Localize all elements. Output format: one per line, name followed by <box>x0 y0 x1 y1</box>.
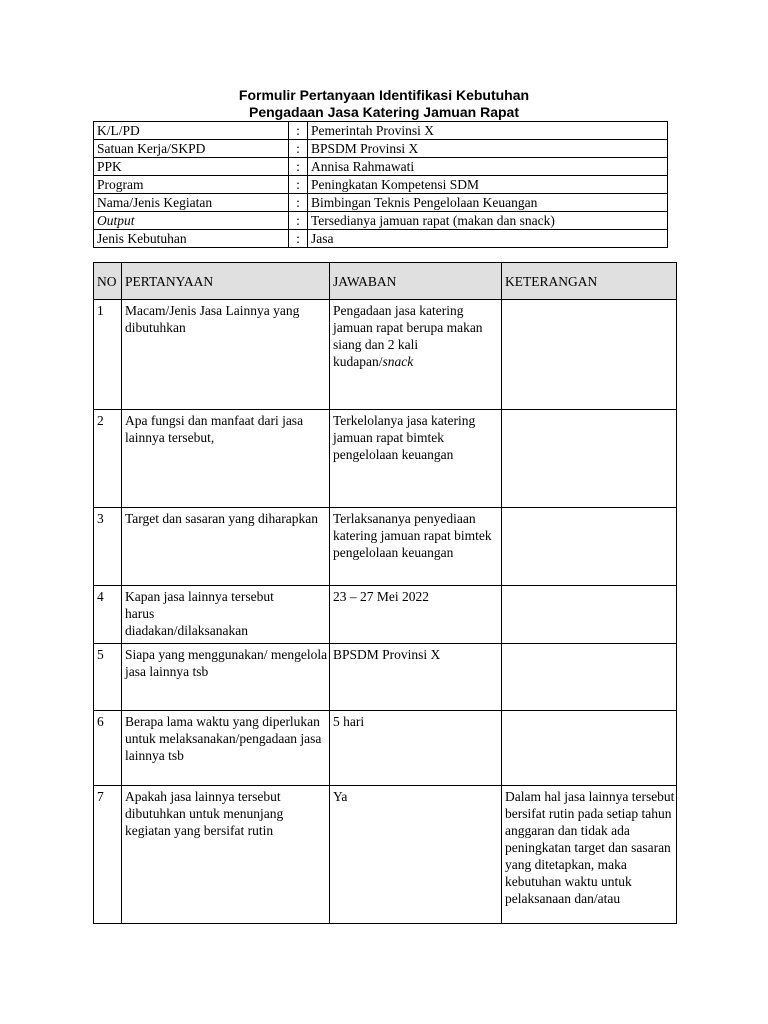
info-colon: : <box>289 140 308 158</box>
row-question: Target dan sasaran yang diharapkan <box>122 508 330 586</box>
info-row <box>94 230 668 248</box>
row-note <box>502 711 677 786</box>
row-number: 6 <box>94 711 122 786</box>
row-answer-italic: snack <box>382 354 414 369</box>
header-no: NO <box>94 263 122 300</box>
row-answer: Ya <box>330 786 502 924</box>
row-question: Macam/Jenis Jasa Lainnya yang dibutuhkan <box>122 300 330 410</box>
row-answer-text: Pengadaan jasa katering jamuan rapat berupa makan siang dan 2 kali kudapan/ <box>333 303 483 369</box>
header-keterangan: KETERANGAN <box>502 263 677 300</box>
table-row <box>94 586 677 644</box>
info-colon: : <box>289 158 308 176</box>
info-label: Program <box>94 176 289 194</box>
info-value: BPSDM Provinsi X <box>308 140 668 158</box>
form-title-line-2: Pengadaan Jasa Katering Jamuan Rapat <box>249 104 519 120</box>
row-note: Dalam hal jasa lainnya tersebut bersifat rutin pada setiap tahun anggaran dan tidak ada peningkatan target dan sasaran yang ditetapkan, maka kebutuhan waktu untuk pelaksanaan dan/atau <box>502 786 677 924</box>
row-question-line: Kapan jasa lainnya tersebut <box>125 589 274 604</box>
row-answer <box>330 300 502 410</box>
info-value: Annisa Rahmawati <box>308 158 668 176</box>
table-row <box>94 786 677 924</box>
info-colon: : <box>289 176 308 194</box>
question-table <box>93 262 677 924</box>
header-jawaban: JAWABAN <box>330 263 502 300</box>
info-colon: : <box>289 212 308 230</box>
info-colon: : <box>289 230 308 248</box>
row-answer: 5 hari <box>330 711 502 786</box>
info-value: Bimbingan Teknis Pengelolaan Keuangan <box>308 194 668 212</box>
info-colon: : <box>289 122 308 140</box>
info-value: Jasa <box>308 230 668 248</box>
row-number: 1 <box>94 300 122 410</box>
info-row <box>94 122 668 140</box>
row-answer: Terkelolanya jasa katering jamuan rapat bimtek pengelolaan keuangan <box>330 410 502 508</box>
info-value: Tersedianya jamuan rapat (makan dan snack) <box>308 212 668 230</box>
info-row <box>94 212 668 230</box>
row-note <box>502 300 677 410</box>
table-header-row <box>94 263 677 300</box>
table-row <box>94 300 677 410</box>
row-answer: 23 – 27 Mei 2022 <box>330 586 502 644</box>
info-row <box>94 176 668 194</box>
row-question <box>122 586 330 644</box>
info-value: Peningkatan Kompetensi SDM <box>308 176 668 194</box>
row-answer: Terlaksananya penyediaan katering jamuan rapat bimtek pengelolaan keuangan <box>330 508 502 586</box>
info-row <box>94 158 668 176</box>
info-label: Nama/Jenis Kegiatan <box>94 194 289 212</box>
info-label: Jenis Kebutuhan <box>94 230 289 248</box>
row-note <box>502 410 677 508</box>
row-number: 5 <box>94 644 122 711</box>
row-number: 4 <box>94 586 122 644</box>
row-number: 3 <box>94 508 122 586</box>
row-question: Apakah jasa lainnya tersebut dibutuhkan untuk menunjang kegiatan yang bersifat rutin <box>122 786 330 924</box>
info-label: PPK <box>94 158 289 176</box>
header-pertanyaan: PERTANYAAN <box>122 263 330 300</box>
table-row <box>94 410 677 508</box>
form-title-line-1: Formulir Pertanyaan Identifikasi Kebutuhan <box>238 87 530 103</box>
row-question: Apa fungsi dan manfaat dari jasa lainnya tersebut, <box>122 410 330 508</box>
info-label: K/L/PD <box>94 122 289 140</box>
row-answer: BPSDM Provinsi X <box>330 644 502 711</box>
row-note <box>502 586 677 644</box>
table-row <box>94 508 677 586</box>
row-question: Siapa yang menggunakan/ mengelola jasa lainnya tsb <box>122 644 330 711</box>
row-question: Berapa lama waktu yang diperlukan untuk melaksanakan/pengadaan jasa lainnya tsb <box>122 711 330 786</box>
table-row <box>94 711 677 786</box>
info-row <box>94 140 668 158</box>
table-row <box>94 644 677 711</box>
info-label: Satuan Kerja/SKPD <box>94 140 289 158</box>
info-row <box>94 194 668 212</box>
row-number: 7 <box>94 786 122 924</box>
info-table <box>93 121 668 248</box>
row-number: 2 <box>94 410 122 508</box>
row-question-line: harus <box>125 606 155 621</box>
info-label: Output <box>94 212 289 230</box>
row-note <box>502 508 677 586</box>
info-colon: : <box>289 194 308 212</box>
info-value: Pemerintah Provinsi X <box>308 122 668 140</box>
row-question-line: diadakan/dilaksanakan <box>125 623 248 638</box>
row-note <box>502 644 677 711</box>
